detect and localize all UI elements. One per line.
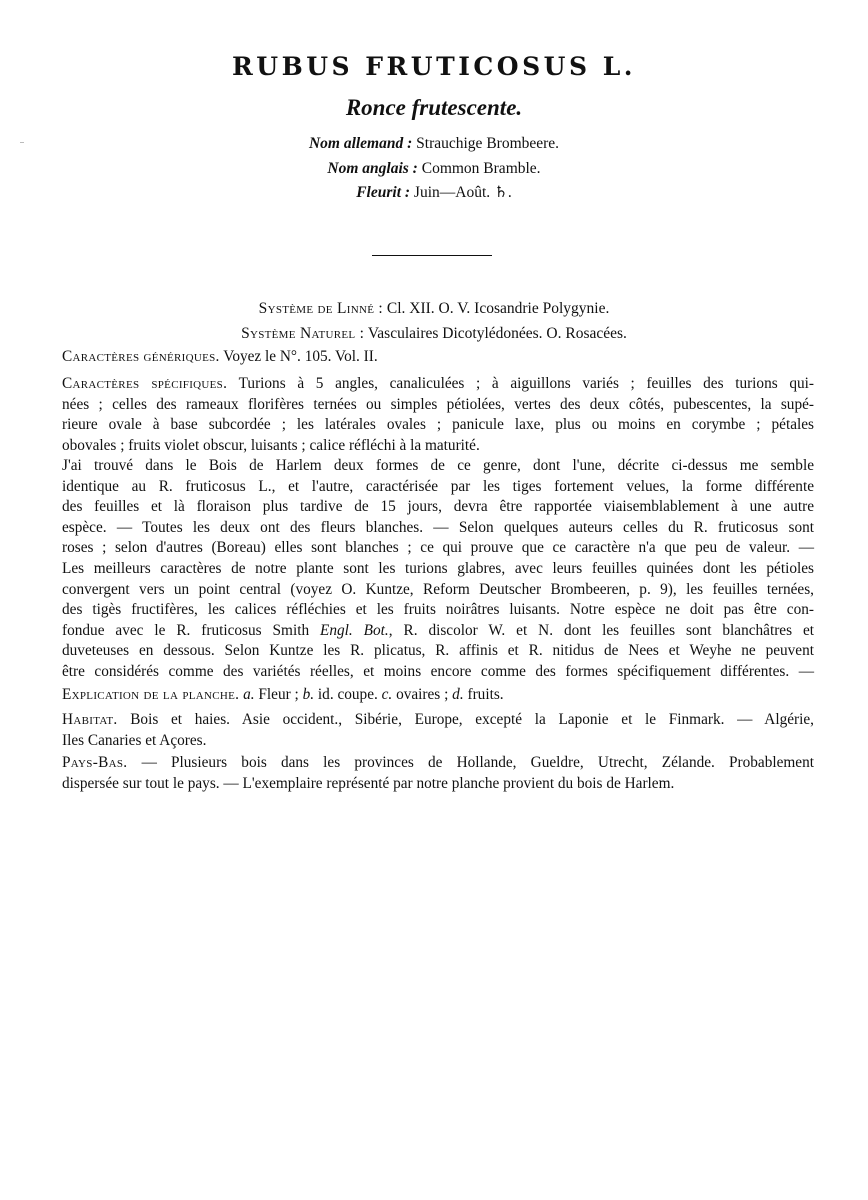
flowering-value: Juin—Août. ♄. bbox=[413, 184, 512, 201]
observation-line: fondue avec le R. fruticosus Smith Engl. Bot., R. discolor W. et N. dont les feuilles sont blanchâtres et bbox=[62, 621, 814, 639]
english-name-row bbox=[0, 157, 868, 182]
observation-line: J'ai trouvé dans le Bois de Harlem deux formes de ce genre, dont l'une, décrite ci-dessus me semble bbox=[62, 457, 814, 474]
netherlands-label: Pays-Bas. bbox=[62, 754, 128, 771]
flowering-row bbox=[0, 181, 868, 206]
naturel-value: Vasculaires Dicotylédonées. O. Rosacées. bbox=[367, 325, 627, 342]
habitat-section bbox=[62, 710, 814, 751]
specific-line: rieure ovale à base subcordée ; les latérales ovales ; panicule laxe, plus ou moins en corymbe ; pétales bbox=[62, 416, 814, 434]
english-name-value: Common Bramble. bbox=[421, 159, 541, 177]
linne-value: Cl. XII. O. V. Icosandrie Polygynie. bbox=[386, 300, 610, 317]
habitat-line: Habitat. Bois et haies. Asie occident., Sibérie, Europe, excepté la Laponie et le Finmark. — Algérie, bbox=[62, 711, 814, 728]
natural-system bbox=[0, 325, 868, 343]
netherlands-line: dispersée sur tout le pays. — L'exemplaire représenté par notre planche provient du bois de Harlem. bbox=[62, 774, 675, 792]
page-subtitle: Ronce frutescente. bbox=[345, 95, 523, 120]
specific-line: obovales ; fruits violet obscur, luisants ; calice réfléchi à la maturité. bbox=[62, 436, 480, 454]
flowering-label: Fleurit : bbox=[356, 184, 411, 201]
observation-paragraph bbox=[62, 456, 814, 683]
german-name-row bbox=[0, 132, 868, 157]
generic-characters bbox=[62, 347, 814, 368]
netherlands-section bbox=[62, 753, 814, 794]
observation-line: convergent vers un point central (voyez O. Kuntze, Reform Deutscher Brombeeren, p. 9), les feuilles ternées, bbox=[62, 580, 814, 598]
english-name-label: Nom anglais : bbox=[327, 159, 418, 177]
linne-label: Système de Linné : bbox=[258, 300, 384, 317]
observation-line: des feuilles et là floraison plus tardive de 15 jours, devra être rapportée viaisemblablement à une autre bbox=[62, 498, 814, 516]
page-title: RUBUS FRUTICOSUS L. bbox=[232, 52, 636, 81]
observation-line: des tigès fructifères, les calices réfléchies et les fruits noirâtres luisants. Notre espèce ne doit pas être con- bbox=[62, 601, 814, 619]
observation-line: espèce. — Toutes les deux ont des fleurs blanches. — Selon quelques auteurs celles du R. fruticosus sont bbox=[62, 518, 814, 536]
habitat-line: Iles Canaries et Açores. bbox=[62, 731, 207, 749]
german-name-label: Nom allemand : bbox=[308, 135, 413, 152]
naturel-label: Système Naturel : bbox=[241, 325, 365, 342]
generic-text: Voyez le N°. 105. Vol. II. bbox=[223, 348, 378, 365]
specific-line: nées ; celles des rameaux florifères ternées ou simples pétiolées, vertes des deux côtés, pubescentes, la supé- bbox=[62, 395, 814, 413]
specific-line: Caractères spécifiques. Turions à 5 angles, canaliculées ; à aiguillons variés ; feuilles des turions qui- bbox=[62, 375, 814, 392]
german-name-value: Strauchige Brombeere. bbox=[416, 135, 560, 152]
observation-line: roses ; selon d'autres (Boreau) elles sont blanches ; ce qui prouve que ce caractère n'a que peu de valeur. — bbox=[62, 539, 814, 557]
linne-system bbox=[0, 300, 868, 318]
netherlands-line: Pays-Bas. — Plusieurs bois dans les provinces de Hollande, Gueldre, Utrecht, Zélande. Probablement bbox=[62, 754, 814, 771]
common-names bbox=[0, 132, 868, 206]
explanation-label: Explication de la planche. bbox=[62, 686, 240, 703]
specific-characters bbox=[62, 374, 814, 456]
observation-line: être considérés comme des variétés réelles, et moins encore comme des formes spécifiquement différentes. — bbox=[62, 662, 814, 680]
observation-line: duveteuses en dessous. Selon Kuntze les R. plicatus, R. affinis et R. nitidus de Nees et Weyhe ne peuvent bbox=[62, 642, 814, 660]
specific-label: Caractères spécifiques. bbox=[62, 375, 228, 392]
reference-title: Engl. Bot. bbox=[320, 621, 389, 639]
habitat-label: Habitat. bbox=[62, 711, 118, 728]
plate-explanation: Explication de la planche. a. Fleur ; b. id. coupe. c. ovaires ; d. fruits. bbox=[62, 686, 504, 703]
observation-line: Les meilleurs caractères de notre plante sont les turions glabres, avec leurs feuilles quinées dont les pétioles bbox=[62, 559, 814, 577]
generic-label: Caractères génériques. bbox=[62, 348, 220, 365]
divider-rule bbox=[372, 255, 492, 256]
observation-line: identique au R. fruticosus L., et l'autre, caractérisée par les tiges fortement velues, la forme différente bbox=[62, 477, 814, 495]
